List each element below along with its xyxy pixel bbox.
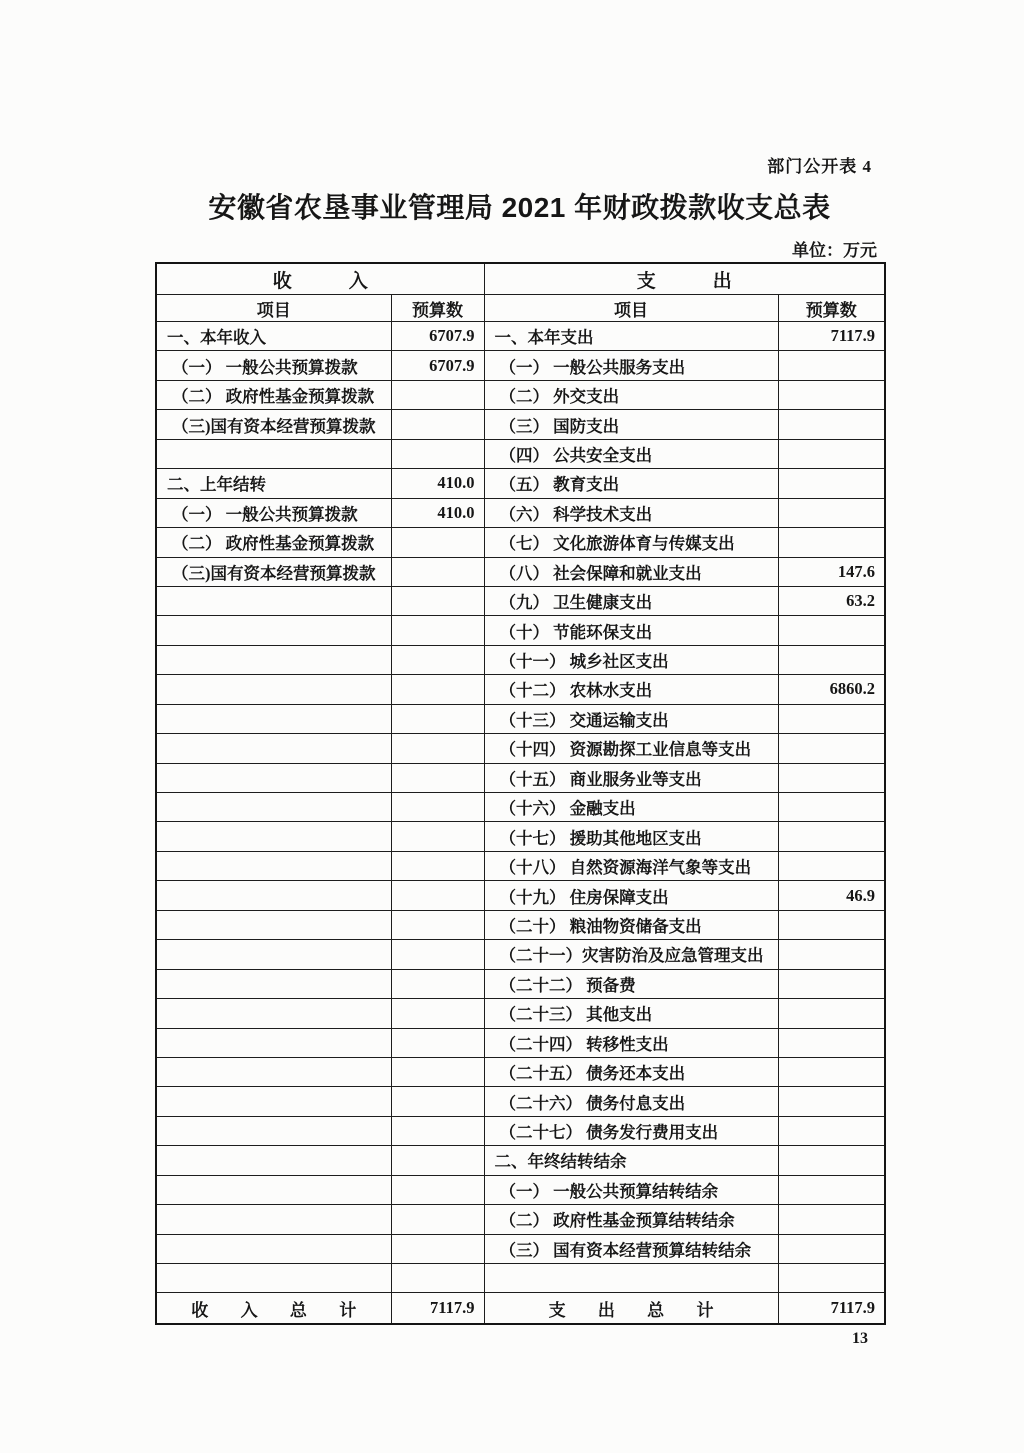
section-header-row [156,263,885,295]
expense-budget-cell [778,793,885,822]
expense-budget-cell [778,1057,885,1086]
table-row [156,910,885,939]
income-item-cell [156,940,391,969]
expense-budget-cell [778,940,885,969]
expense-total-label: 支出总计 [484,1293,778,1325]
income-item-cell [156,793,391,822]
expense-budget-cell: 6860.2 [778,675,885,704]
income-budget-cell [391,910,484,939]
expense-item-cell: （十一） 城乡社区支出 [484,645,778,674]
income-total-label: 收入总计 [156,1293,391,1325]
income-budget-cell [391,851,484,880]
page-number: 13 [852,1330,868,1347]
income-item-cell [156,822,391,851]
income-budget-cell [391,1057,484,1086]
income-item-cell: （三)国有资本经营预算拨款 [156,557,391,586]
income-budget-cell [391,881,484,910]
table-row [156,999,885,1028]
table-row [156,1087,885,1116]
expense-item-cell: （十二） 农林水支出 [484,675,778,704]
income-item-cell: 一、本年收入 [156,322,391,351]
table-row [156,439,885,468]
expense-budget-cell [778,734,885,763]
expense-item-cell: （二十二） 预备费 [484,969,778,998]
expense-item-cell: （八） 社会保障和就业支出 [484,557,778,586]
expense-budget-cell [778,380,885,409]
income-item-cell [156,734,391,763]
expense-budget-cell [778,469,885,498]
expense-budget-cell [778,1116,885,1145]
budget-table [155,262,886,1325]
expense-item-cell: （十六） 金融支出 [484,793,778,822]
expense-item-cell: （四） 公共安全支出 [484,439,778,468]
income-item-col-header: 项目 [156,295,391,322]
expense-budget-cell [778,1175,885,1204]
income-item-cell [156,1057,391,1086]
expense-item-cell: （三） 国有资本经营预算结转结余 [484,1234,778,1263]
expense-budget-cell: 7117.9 [778,322,885,351]
table-row [156,616,885,645]
expense-budget-cell [778,645,885,674]
expense-item-cell: （六） 科学技术支出 [484,498,778,527]
income-budget-cell [391,380,484,409]
expense-item-cell: 二、年终结转结余 [484,1146,778,1175]
expense-item-cell: （二十五） 债务还本支出 [484,1057,778,1086]
income-budget-col-header: 预算数 [391,295,484,322]
expense-item-cell: （二） 政府性基金预算结转结余 [484,1205,778,1234]
table-row [156,528,885,557]
income-item-cell [156,586,391,615]
expense-budget-cell [778,439,885,468]
table-row [156,351,885,380]
expense-budget-cell [778,410,885,439]
expense-budget-cell [778,1087,885,1116]
expense-item-cell: （十八） 自然资源海洋气象等支出 [484,851,778,880]
expense-section-header: 支出 [484,263,885,295]
income-budget-cell [391,1146,484,1175]
expense-item-cell: （二十四） 转移性支出 [484,1028,778,1057]
income-item-cell [156,1116,391,1145]
income-item-cell [156,1234,391,1263]
income-budget-cell: 410.0 [391,498,484,527]
income-budget-cell [391,645,484,674]
expense-budget-cell [778,1234,885,1263]
expense-budget-cell [778,969,885,998]
expense-item-cell: （二十） 粮油物资储备支出 [484,910,778,939]
expense-item-cell: 一、本年支出 [484,322,778,351]
income-budget-cell [391,1234,484,1263]
income-budget-cell [391,763,484,792]
income-budget-cell [391,410,484,439]
expense-budget-cell: 63.2 [778,586,885,615]
expense-item-col-header: 项目 [484,295,778,322]
table-row [156,645,885,674]
expense-item-cell: （十四） 资源勘探工业信息等支出 [484,734,778,763]
table-body [156,322,885,1293]
table-row [156,557,885,586]
expense-budget-cell [778,910,885,939]
income-item-cell [156,763,391,792]
income-item-cell [156,1264,391,1293]
table-row [156,1057,885,1086]
expense-budget-cell [778,1028,885,1057]
income-item-cell [156,999,391,1028]
income-budget-cell: 410.0 [391,469,484,498]
income-item-cell [156,1205,391,1234]
table-row [156,1205,885,1234]
income-budget-cell [391,793,484,822]
income-budget-cell [391,822,484,851]
expense-item-cell: （十九） 住房保障支出 [484,881,778,910]
expense-item-cell: （十七） 援助其他地区支出 [484,822,778,851]
income-item-cell: （一） 一般公共预算拨款 [156,351,391,380]
expense-budget-col-header: 预算数 [778,295,885,322]
column-header-row [156,295,885,322]
income-budget-cell [391,557,484,586]
expense-budget-cell [778,1264,885,1293]
table-row [156,469,885,498]
table-row [156,1234,885,1263]
table-row [156,793,885,822]
table-row [156,675,885,704]
expense-budget-cell [778,616,885,645]
income-budget-cell [391,704,484,733]
income-item-cell: （二） 政府性基金预算拨款 [156,528,391,557]
expense-item-cell: （十三） 交通运输支出 [484,704,778,733]
income-item-cell [156,851,391,880]
table-row [156,1175,885,1204]
expense-budget-cell [778,528,885,557]
income-item-cell [156,616,391,645]
expense-budget-cell [778,1146,885,1175]
total-row [156,1293,885,1325]
table-row [156,1116,885,1145]
table-row [156,851,885,880]
expense-budget-cell [778,351,885,380]
table-row [156,410,885,439]
expense-item-cell: （七） 文化旅游体育与传媒支出 [484,528,778,557]
expense-budget-cell [778,1205,885,1234]
income-budget-cell [391,1087,484,1116]
table-row [156,763,885,792]
expense-item-cell: （三） 国防支出 [484,410,778,439]
income-budget-cell [391,734,484,763]
table-row [156,881,885,910]
income-budget-cell [391,616,484,645]
expense-budget-cell [778,704,885,733]
income-budget-cell [391,1116,484,1145]
income-item-cell [156,704,391,733]
income-budget-cell [391,1175,484,1204]
income-item-cell [156,675,391,704]
income-budget-cell [391,675,484,704]
table-row [156,1146,885,1175]
income-budget-cell [391,586,484,615]
expense-item-cell: （二） 外交支出 [484,380,778,409]
expense-budget-cell [778,822,885,851]
income-item-cell [156,1146,391,1175]
income-section-header: 收入 [156,263,484,295]
expense-budget-cell [778,763,885,792]
expense-budget-cell [778,999,885,1028]
expense-item-cell: （二十一）灾害防治及应急管理支出 [484,940,778,969]
table-row [156,322,885,351]
expense-item-cell [484,1264,778,1293]
table-row [156,1028,885,1057]
expense-item-cell: （十五） 商业服务业等支出 [484,763,778,792]
income-item-cell [156,1087,391,1116]
expense-item-cell: （一） 一般公共服务支出 [484,351,778,380]
table-row [156,586,885,615]
table-row [156,704,885,733]
income-budget-cell [391,439,484,468]
expense-item-cell: （一） 一般公共预算结转结余 [484,1175,778,1204]
expense-budget-cell: 46.9 [778,881,885,910]
expense-budget-cell: 147.6 [778,557,885,586]
income-budget-cell [391,999,484,1028]
income-item-cell [156,881,391,910]
income-item-cell: 二、上年结转 [156,469,391,498]
table-row [156,380,885,409]
table-row [156,498,885,527]
income-budget-cell [391,1028,484,1057]
income-item-cell [156,645,391,674]
expense-total-value: 7117.9 [778,1293,885,1325]
income-item-cell: （一） 一般公共预算拨款 [156,498,391,527]
income-budget-cell [391,1264,484,1293]
income-budget-cell [391,1205,484,1234]
expense-item-cell: （五） 教育支出 [484,469,778,498]
table-row [156,969,885,998]
income-item-cell [156,910,391,939]
income-budget-cell [391,940,484,969]
expense-item-cell: （九） 卫生健康支出 [484,586,778,615]
income-budget-cell: 6707.9 [391,322,484,351]
table-row [156,940,885,969]
expense-item-cell: （十） 节能环保支出 [484,616,778,645]
income-item-cell [156,439,391,468]
expense-item-cell: （二十三） 其他支出 [484,999,778,1028]
table-row [156,1264,885,1293]
income-item-cell [156,1028,391,1057]
table-row [156,734,885,763]
expense-budget-cell [778,851,885,880]
income-item-cell [156,969,391,998]
expense-budget-cell [778,498,885,527]
income-budget-cell [391,969,484,998]
income-budget-cell [391,528,484,557]
expense-item-cell: （二十七） 债务发行费用支出 [484,1116,778,1145]
expense-item-cell: （二十六） 债务付息支出 [484,1087,778,1116]
unit-label: 单位：万元 [792,241,877,260]
income-item-cell: （二） 政府性基金预算拨款 [156,380,391,409]
table-row [156,822,885,851]
income-item-cell: （三)国有资本经营预算拨款 [156,410,391,439]
income-total-value: 7117.9 [391,1293,484,1325]
doc-label: 部门公开表 4 [767,157,872,176]
income-item-cell [156,1175,391,1204]
page-title: 安徽省农垦事业管理局 2021 年财政拨款收支总表 [208,192,831,223]
income-budget-cell: 6707.9 [391,351,484,380]
